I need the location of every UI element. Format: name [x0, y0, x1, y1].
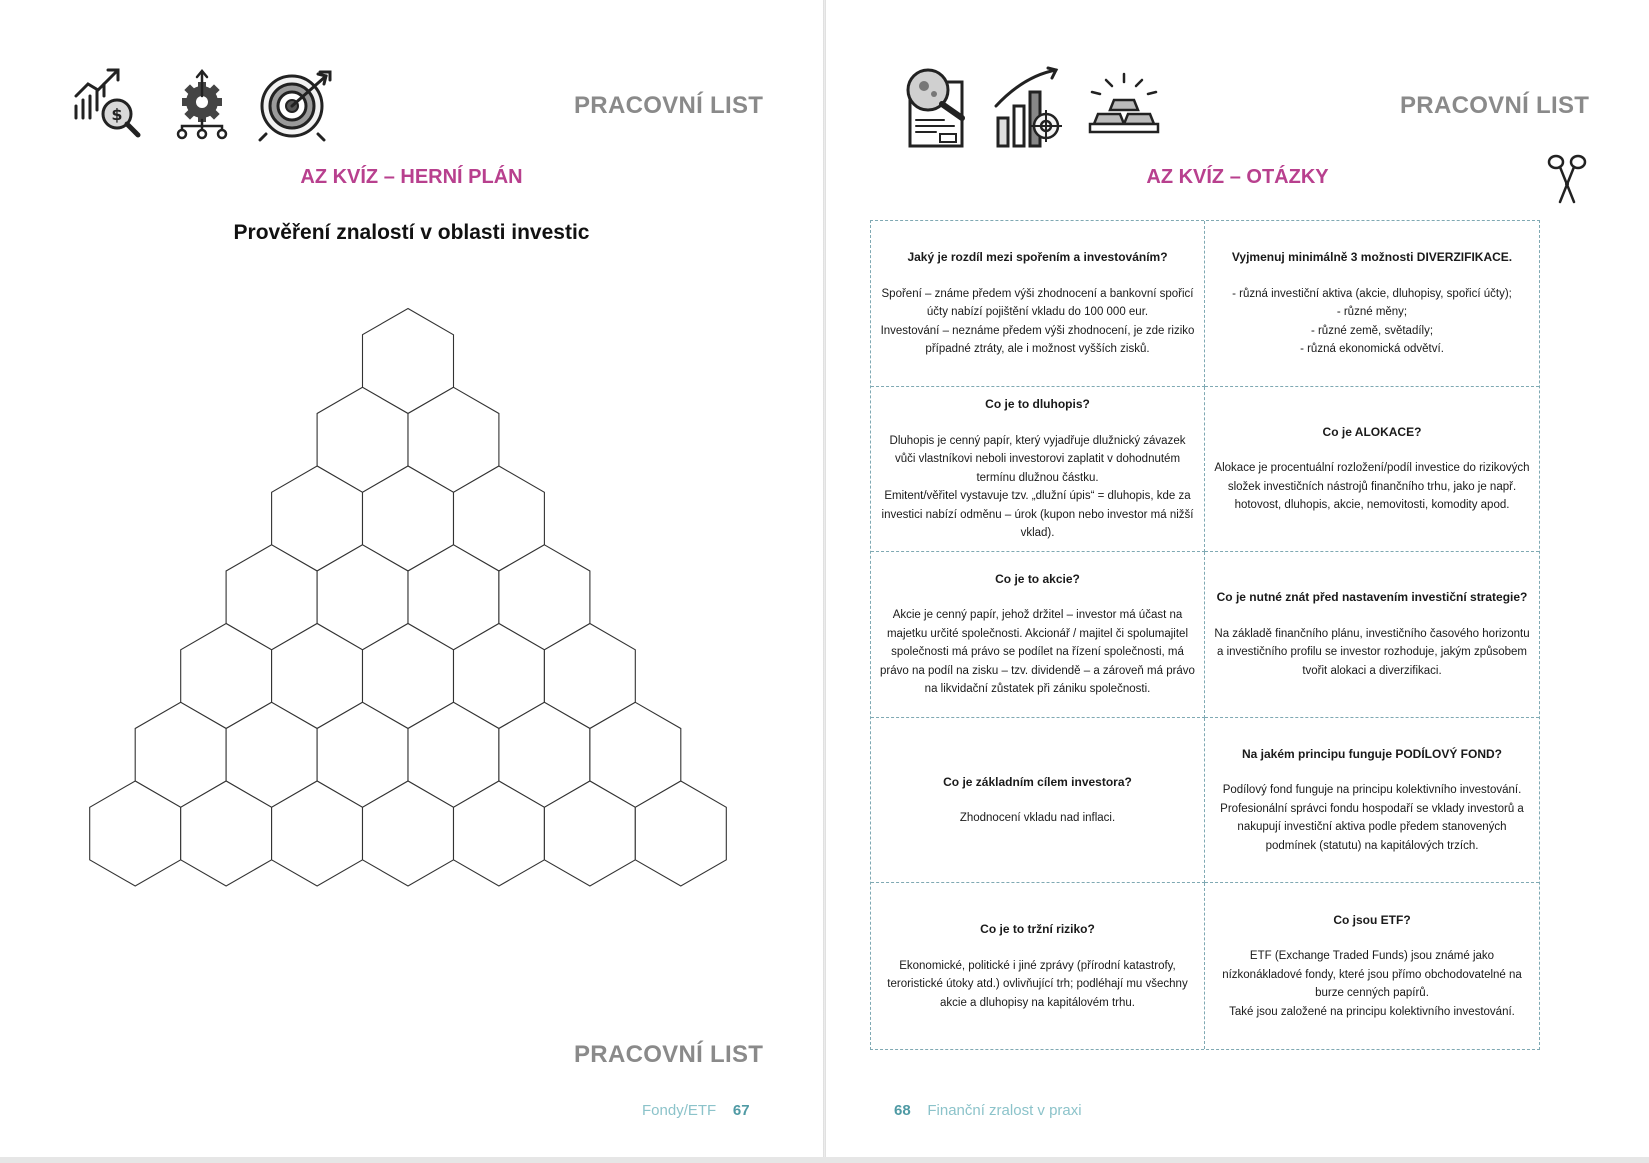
quiz-card	[1205, 221, 1539, 387]
card-answer	[960, 809, 1115, 828]
bar-chart-target-icon	[994, 66, 1066, 150]
card-question: Co je to tržní riziko?	[980, 922, 1095, 937]
card-question: Vyjmenuj minimálně 3 možnosti DIVERZIFIKACE.	[1231, 250, 1513, 265]
card-question: Co je ALOKACE?	[1322, 424, 1422, 439]
quiz-card	[1205, 718, 1539, 884]
card-answer-line: Také jsou založené na principu kolektivního investování.	[1229, 1005, 1515, 1018]
card-answer	[1232, 285, 1512, 359]
card-question: Co je to akcie?	[995, 571, 1080, 586]
left-page	[0, 0, 823, 1163]
page-subtitle: Prověření znalostí v oblasti investic	[233, 221, 590, 244]
footer-label: Finanční zralost v praxi	[927, 1102, 1082, 1119]
card-answer-line: Na základě finančního plánu, investičního časového horizontu a investičního profilu se investor rozhoduje, jakým způsobem tvořit alokaci a diverzifikaci.	[1214, 627, 1530, 677]
worksheet-footer-header: PRACOVNÍ LIST	[574, 1041, 764, 1068]
card-answer-line: Alokace je procentuální rozložení/podíl investice do rizikových složek investičních nástrojů finančního trhu, jako je např. hotovost, dluhopis, akcie, nemovitosti, komodity apod.	[1214, 462, 1530, 512]
quiz-card-grid	[870, 220, 1540, 1050]
card-question: Co je to dluhopis?	[985, 397, 1090, 412]
card-answer-line: Zhodnocení vkladu nad inflaci.	[959, 812, 1116, 825]
quiz-card	[1205, 883, 1539, 1049]
card-question: Jaký je rozdíl mezi spořením a investováním?	[907, 250, 1168, 265]
quiz-card	[871, 718, 1205, 884]
quiz-card	[871, 387, 1205, 553]
target-dart-icon	[258, 70, 340, 142]
card-answer-line: Podílový fond funguje na principu kolektivního investování.	[1222, 784, 1522, 797]
quiz-card	[1205, 387, 1539, 553]
quiz-card	[871, 221, 1205, 387]
worksheet-header: PRACOVNÍ LIST	[1400, 92, 1590, 119]
page-number: 67	[732, 1102, 750, 1119]
card-answer	[879, 285, 1196, 359]
footer-label: Fondy/ETF	[642, 1102, 717, 1119]
card-answer	[879, 606, 1196, 699]
quiz-card	[1205, 552, 1539, 718]
card-answer-line: Akcie je cenný papír, jehož držitel – investor má účast na majetku určité společnosti. Akcionář / majitel či spolumajitel společnosti má právo se podílet na řízení společnosti, má právo na podíl na zisku – tzv. dividendě – a zároveň má právo na likvidační zůstatek při zániku společnosti.	[880, 609, 1195, 696]
card-question: Co je základním cílem investora?	[943, 774, 1132, 789]
card-answer-line: - různá investiční aktiva (akcie, dluhopisy, spořicí účty);	[1232, 287, 1512, 300]
page-footer	[642, 1102, 750, 1119]
right-page	[826, 0, 1649, 1163]
quiz-card	[871, 552, 1205, 718]
svg-text:$: $	[111, 105, 123, 124]
card-answer	[1213, 625, 1531, 681]
gold-bars-icon	[1084, 72, 1164, 136]
card-answer-line: Profesionální správci fondu hospodaří se vklady investorů a nakupují investiční aktiva podle předem stanovených podmínek (statutu) na kapitálových trzích.	[1220, 802, 1524, 852]
card-answer	[879, 957, 1196, 1013]
card-question: Na jakém principu funguje PODÍLOVÝ FOND?	[1241, 746, 1503, 761]
card-answer	[1213, 947, 1531, 1021]
card-question: Co je nutné znát před nastavením investiční strategie?	[1216, 590, 1528, 605]
worksheet-header: PRACOVNÍ LIST	[574, 92, 764, 119]
page-bottom-shadow	[0, 1157, 1649, 1163]
card-answer-line: Investování – neznáme předem výši zhodnocení, je zde riziko případné ztráty, ale i možnost vyšších zisků.	[880, 324, 1195, 356]
card-answer-line: Dluhopis je cenný papír, který vyjadřuje dlužnický závazek vůči vlastníkovi neboli investorovi zaplatit v dohodnutém termínu dlužnou částku.	[889, 434, 1186, 484]
card-question: Co jsou ETF?	[1333, 912, 1411, 927]
quiz-title: AZ KVÍZ – OTÁZKY	[1146, 166, 1329, 188]
hex-pyramid-board	[78, 306, 738, 906]
quiz-title: AZ KVÍZ – HERNÍ PLÁN	[300, 166, 523, 188]
gear-network-icon	[172, 68, 232, 140]
card-answer	[1213, 459, 1531, 515]
quiz-card	[871, 883, 1205, 1049]
card-answer-line: ETF (Exchange Traded Funds) jsou známé jako nízkonákladové fondy, které jsou přímo obchodovatelné na burze cenných papírů.	[1222, 950, 1522, 1000]
growth-chart-search-dollar-icon	[72, 66, 144, 140]
card-answer-line: - různá ekonomická odvětví.	[1300, 343, 1444, 356]
document-magnifier-icon	[904, 68, 966, 150]
card-answer-line: Emitent/věřitel vystavuje tzv. „dlužní úpis“ = dluhopis, kde za investici nabízí odměnu – úrok (kupon nebo investor má nižší vklad).	[881, 490, 1194, 540]
card-answer-line: Spoření – známe předem výši zhodnocení a bankovní spořicí účty nabízí pojištění vkladu do 100 000 eur.	[881, 287, 1194, 319]
page-number: 68	[894, 1102, 911, 1119]
card-answer	[879, 432, 1196, 543]
page-footer	[894, 1102, 1082, 1119]
card-answer-line: Ekonomické, politické i jiné zprávy (přírodní katastrofy, teroristické útoky atd.) ovlivňující trh; podléhají mu všechny akcie a dluhopisy na kapitálovém trhu.	[887, 959, 1188, 1009]
card-answer	[1213, 781, 1531, 855]
card-answer-line: - různé měny;	[1336, 306, 1408, 319]
card-answer-line: - různé země, světadíly;	[1310, 324, 1434, 337]
